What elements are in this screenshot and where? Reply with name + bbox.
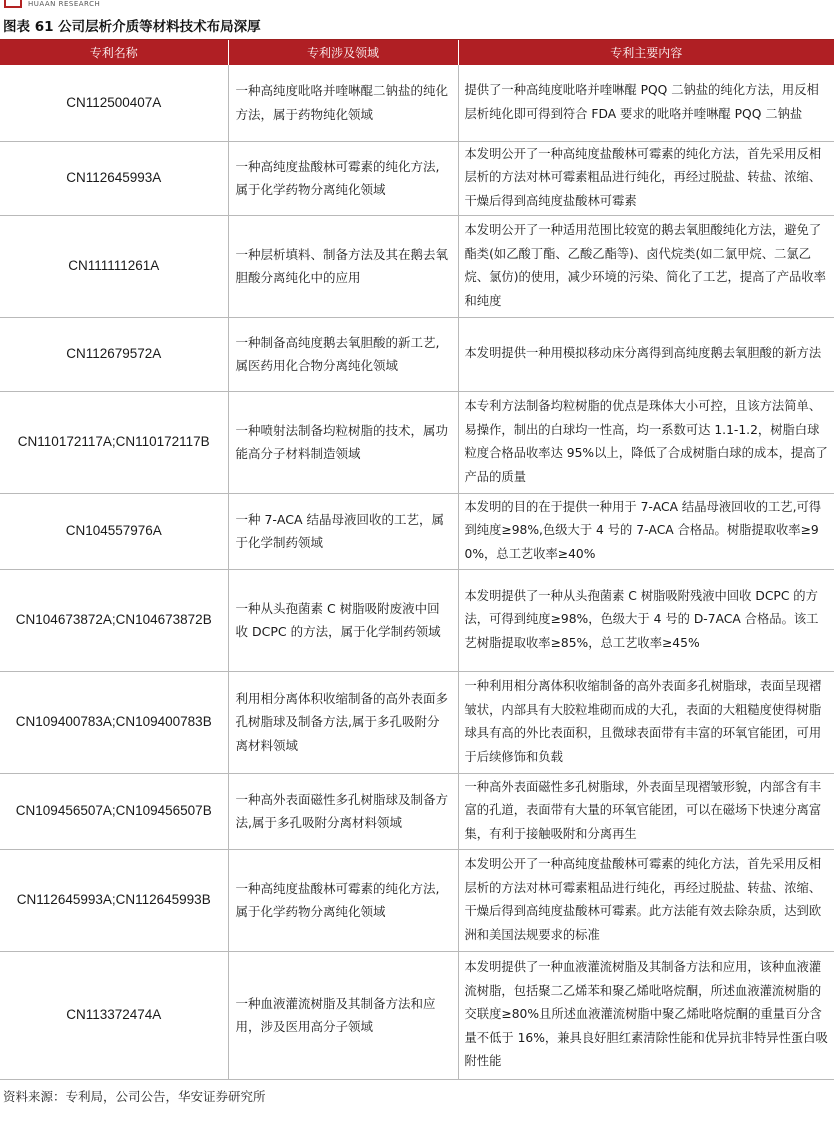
- source-note: 资料来源：专利局，公司公告，华安证券研究所: [3, 1089, 266, 1104]
- table-row: [0, 849, 834, 951]
- column-header-field: 专利涉及领域: [228, 40, 458, 65]
- table-row: [0, 569, 834, 671]
- brand-logo-icon: [4, 0, 22, 8]
- patent-field: 一种从头孢菌素 C 树脂吸附废液中回收 DCPC 的方法，属于化学制药领域: [228, 569, 458, 671]
- patent-content: 本发明提供一种用模拟移动床分离得到高纯度鹅去氧胆酸的新方法: [458, 317, 834, 391]
- patent-number: CN112645993A;CN112645993B: [0, 849, 228, 951]
- table-row: [0, 391, 834, 493]
- patent-number: CN109456507A;CN109456507B: [0, 773, 228, 849]
- table-row: [0, 773, 834, 849]
- patent-content: 本发明公开了一种高纯度盐酸林可霉素的纯化方法，首先采用反相层析的方法对林可霉素粗品进行纯化，再经过脱盐、转盐、浓缩、干燥后得到高纯度盐酸林可霉素。此方法能有效去除杂质，达到欧洲和美国法规要求的标准: [458, 849, 834, 951]
- table-row: [0, 671, 834, 773]
- patent-content: 本发明的目的在于提供一种用于 7-ACA 结晶母液回收的工艺,可得到纯度≥98%,色级大于 4 号的 7-ACA 合格品。树脂提取收率≥90%，总工艺收率≥40%: [458, 493, 834, 569]
- patent-table: [0, 40, 834, 1080]
- figure-title: 图表 61 公司层析介质等材料技术布局深厚: [3, 19, 261, 35]
- patent-field: 一种 7-ACA 结晶母液回收的工艺，属于化学制药领域: [228, 493, 458, 569]
- patent-number: CN113372474A: [0, 951, 228, 1079]
- patent-field: 一种喷射法制备均粒树脂的技术，属功能高分子材料制造领域: [228, 391, 458, 493]
- brand-header: [4, 0, 100, 12]
- patent-content: 本发明公开了一种适用范围比较宽的鹅去氧胆酸纯化方法，避免了酯类(如乙酸丁酯、乙酸乙酯等)、卤代烷类(如二氯甲烷、二氯乙烷、氯仿)的使用，减少环境的污染、简化了工艺，提高了产品收率和纯度: [458, 215, 834, 317]
- patent-field: 利用相分离体积收缩制备的高外表面多孔树脂球及制备方法,属于多孔吸附分离材料领域: [228, 671, 458, 773]
- brand-name: HUAAN RESEARCH: [28, 0, 101, 8]
- patent-content: 本发明提供了一种血液灌流树脂及其制备方法和应用，该种血液灌流树脂，包括聚二乙烯苯和聚乙烯吡咯烷酮，所述血液灌流树脂的交联度≥80%且所述血液灌流树脂中聚乙烯吡咯烷酮的重量百分含量不低于 16%，兼具良好胆红素清除性能和优异抗非特异性蛋白吸附性能: [458, 951, 834, 1079]
- patent-content: 一种高外表面磁性多孔树脂球，外表面呈现褶皱形貌，内部含有丰富的孔道，表面带有大量的环氧官能团，可以在磁场下快速分离富集，有利于接触吸附和分离再生: [458, 773, 834, 849]
- patent-number: CN112679572A: [0, 317, 228, 391]
- patent-number: CN111111261A: [0, 215, 228, 317]
- patent-field: 一种血液灌流树脂及其制备方法和应用，涉及医用高分子领域: [228, 951, 458, 1079]
- table-row: [0, 65, 834, 141]
- patent-field: 一种高纯度吡咯并喹啉醌二钠盐的纯化方法，属于药物纯化领域: [228, 65, 458, 141]
- patent-content: 一种利用相分离体积收缩制备的高外表面多孔树脂球，表面呈现褶皱状，内部具有大胶粒堆砌而成的大孔，表面的大粗糙度使得树脂球具有高的外比表面积，且微球表面带有丰富的环氧官能团，可用于后续修饰和负载: [458, 671, 834, 773]
- column-header-content: 专利主要内容: [458, 40, 834, 65]
- patent-number: CN110172117A;CN110172117B: [0, 391, 228, 493]
- patent-number: CN104557976A: [0, 493, 228, 569]
- patent-field: 一种高外表面磁性多孔树脂球及制备方法,属于多孔吸附分离材料领域: [228, 773, 458, 849]
- table-row: [0, 141, 834, 215]
- patent-field: 一种高纯度盐酸林可霉素的纯化方法,属于化学药物分离纯化领域: [228, 849, 458, 951]
- patent-content: 本发明提供了一种从头孢菌素 C 树脂吸附残液中回收 DCPC 的方法，可得到纯度≥98%，色级大于 4 号的 D-7ACA 合格品。该工艺树脂提取收率≥85%，总工艺收率≥45%: [458, 569, 834, 671]
- patent-number: CN112500407A: [0, 65, 228, 141]
- patent-field: 一种高纯度盐酸林可霉素的纯化方法,属于化学药物分离纯化领域: [228, 141, 458, 215]
- patent-content: 本发明公开了一种高纯度盐酸林可霉素的纯化方法，首先采用反相层析的方法对林可霉素粗品进行纯化，再经过脱盐、转盐、浓缩、干燥后得到高纯度盐酸林可霉素: [458, 141, 834, 215]
- patent-content: 本专利方法制备均粒树脂的优点是珠体大小可控，且该方法简单、易操作，制出的白球均一性高，均一系数可达 1.1-1.2，树脂白球粒度合格品收率达 95%以上，降低了合成树脂白球的成本，提高了产品的质量: [458, 391, 834, 493]
- table-row: [0, 493, 834, 569]
- patent-number: CN109400783A;CN109400783B: [0, 671, 228, 773]
- table-row: [0, 951, 834, 1079]
- table-header-row: [0, 40, 834, 65]
- patent-number: CN104673872A;CN104673872B: [0, 569, 228, 671]
- patent-number: CN112645993A: [0, 141, 228, 215]
- table-row: [0, 215, 834, 317]
- patent-field: 一种层析填料、制备方法及其在鹅去氧胆酸分离纯化中的应用: [228, 215, 458, 317]
- table-row: [0, 317, 834, 391]
- patent-field: 一种制备高纯度鹅去氧胆酸的新工艺,属医药用化合物分离纯化领域: [228, 317, 458, 391]
- column-header-patent-name: 专利名称: [0, 40, 228, 65]
- patent-content: 提供了一种高纯度吡咯并喹啉醌 PQQ 二钠盐的纯化方法，用反相层析纯化即可得到符合 FDA 要求的吡咯并喹啉醌 PQQ 二钠盐: [458, 65, 834, 141]
